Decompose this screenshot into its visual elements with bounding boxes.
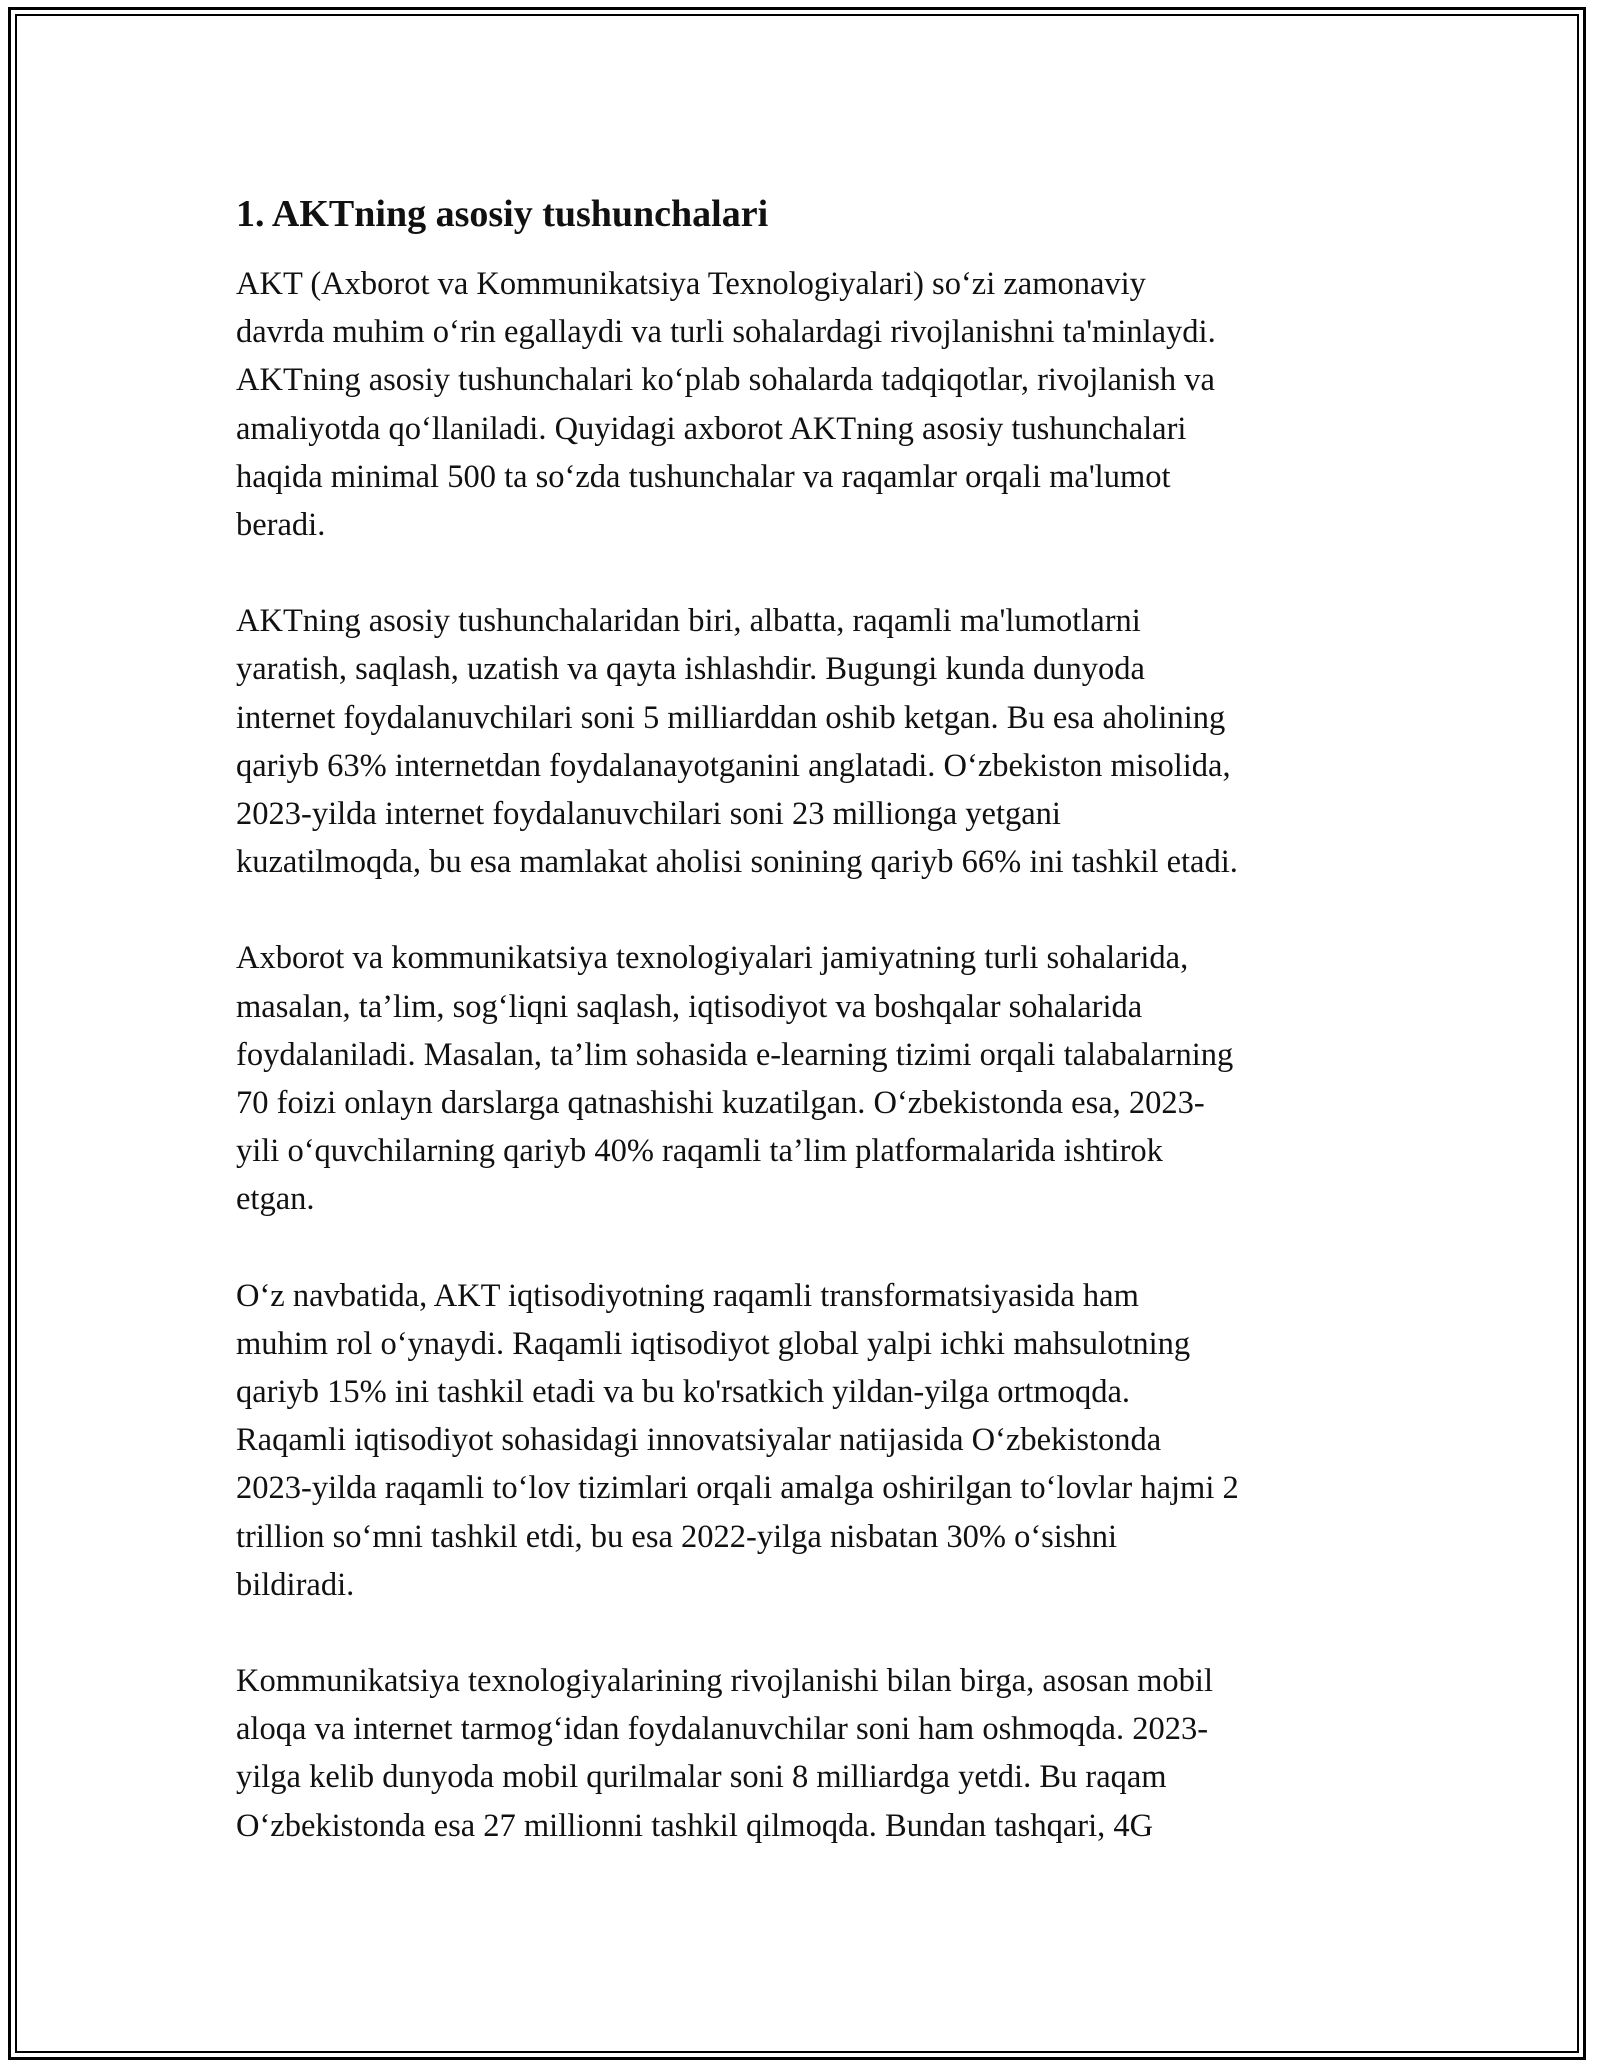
text-line: amaliyotda qo‘llaniladi. Quyidagi axborot AKTning asosiy tushunchalari	[236, 410, 1187, 447]
text-line: yilga kelib dunyoda mobil qurilmalar soni 8 milliardga yetdi. Bu raqam	[236, 1759, 1167, 1796]
text-line: AKTning asosiy tushunchalari ko‘plab sohalarda tadqiqotlar, rivojlanish va	[236, 362, 1215, 399]
text-line: yili o‘quvchilarning qariyb 40% raqamli ta’lim platformalarida ishtirok	[236, 1133, 1163, 1170]
text-line: muhim rol o‘ynaydi. Raqamli iqtisodiyot global yalpi ichki mahsulotning	[236, 1325, 1191, 1362]
text-line: haqida minimal 500 ta so‘zda tushunchalar va raqamlar orqali ma'lumot	[236, 458, 1171, 495]
section-title: 1. AKTning asosiy tushunchalari	[236, 193, 769, 235]
text-line: bildiradi.	[236, 1566, 355, 1603]
text-line: Axborot va kommunikatsiya texnologiyalari jamiyatning turli sohalarida,	[236, 940, 1189, 977]
text-line: aloqa va internet tarmog‘idan foydalanuvchilar soni ham oshmoqda. 2023-	[236, 1711, 1209, 1748]
paragraph-internet-users	[236, 597, 1376, 886]
paragraph-digital-economy	[236, 1272, 1376, 1609]
text-line: qariyb 63% internetdan foydalanayotganini anglatadi. O‘zbekiston misolida,	[236, 747, 1231, 784]
text-line: masalan, ta’lim, sog‘liqni saqlash, iqtisodiyot va boshqalar sohalarida	[236, 988, 1143, 1025]
text-line: AKTning asosiy tushunchalaridan biri, albatta, raqamli ma'lumotlarni	[236, 603, 1141, 640]
text-line: davrda muhim o‘rin egallaydi va turli sohalardagi rivojlanishni ta'minlaydi.	[236, 314, 1216, 351]
paragraph-mobile	[236, 1657, 1376, 1850]
paragraph-intro	[236, 260, 1376, 549]
text-line: Kommunikatsiya texnologiyalarining rivojlanishi bilan birga, asosan mobil	[236, 1663, 1213, 1700]
text-line: qariyb 15% ini tashkil etadi va bu ko'rsatkich yildan-yilga ortmoqda.	[236, 1374, 1130, 1411]
text-line: 2023-yilda internet foydalanuvchilari soni 23 millionga yetgani	[236, 796, 1061, 833]
text-line: beradi.	[236, 507, 326, 544]
text-line: internet foydalanuvchilari soni 5 milliarddan oshib ketgan. Bu esa aholining	[236, 699, 1226, 736]
text-line: 70 foizi onlayn darslarga qatnashishi kuzatilgan. O‘zbekistonda esa, 2023-	[236, 1085, 1205, 1122]
text-line: yaratish, saqlash, uzatish va qayta ishlashdir. Bugungi kunda dunyoda	[236, 651, 1145, 688]
text-line: trillion so‘mni tashkil etdi, bu esa 2022-yilga nisbatan 30% o‘sishni	[236, 1518, 1118, 1555]
text-line: 2023-yilda raqamli to‘lov tizimlari orqali amalga oshirilgan to‘lovlar hajmi 2	[236, 1470, 1239, 1507]
text-line: O‘zbekistonda esa 27 millionni tashkil qilmoqda. Bundan tashqari, 4G	[236, 1807, 1154, 1844]
paragraph-education	[236, 934, 1376, 1223]
text-line: foydalaniladi. Masalan, ta’lim sohasida e-learning tizimi orqali talabalarning	[236, 1036, 1234, 1073]
text-line: AKT (Axborot va Kommunikatsiya Texnologiyalari) so‘zi zamonaviy	[236, 266, 1146, 302]
text-line: Raqamli iqtisodiyot sohasidagi innovatsiyalar natijasida O‘zbekistonda	[236, 1422, 1162, 1459]
document-body	[236, 188, 1376, 1898]
text-line: kuzatilmoqda, bu esa mamlakat aholisi sonining qariyb 66% ini tashkil etadi.	[236, 844, 1238, 881]
text-line: O‘z navbatida, AKT iqtisodiyotning raqamli transformatsiyasida ham	[236, 1277, 1139, 1314]
text-line: etgan.	[236, 1181, 315, 1218]
